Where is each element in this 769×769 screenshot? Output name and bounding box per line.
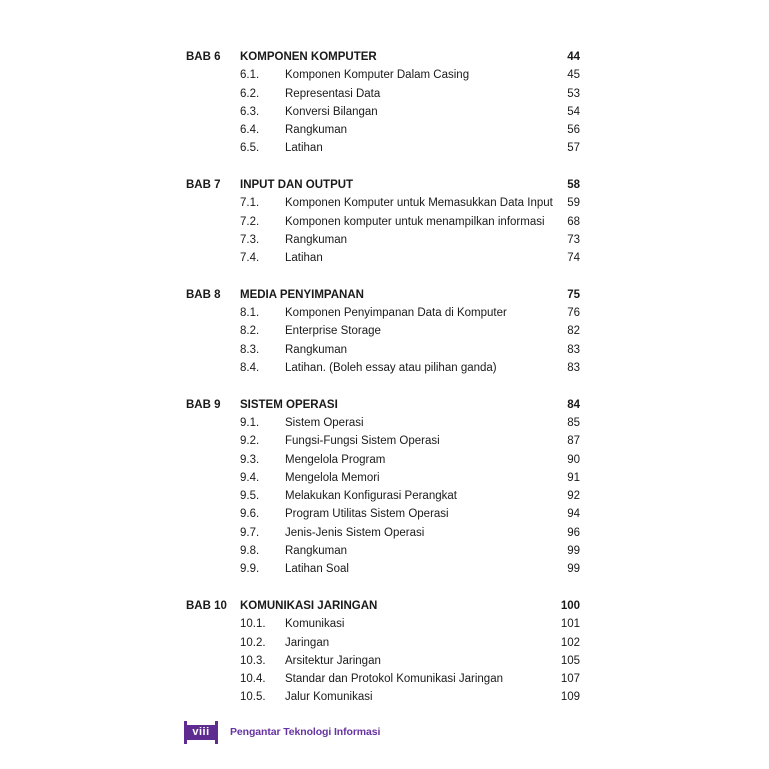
toc-entry-row [186,85,580,103]
entry-indent [186,634,240,652]
footer-book-title: Pengantar Teknologi Informasi [230,726,381,738]
toc-section [186,396,580,579]
entry-indent [186,341,240,359]
toc-section [186,597,580,707]
entry-title: Program Utilitas Sistem Operasi [285,508,449,521]
toc-entry-row [186,652,580,670]
entry-indent [186,249,240,267]
chapter-title: KOMUNIKASI JARINGAN [240,599,378,612]
entry-page-number: 99 [567,563,580,576]
entry-title: Latihan Soal [285,563,349,576]
entry-page-number: 99 [567,545,580,558]
entry-number: 7.3. [240,233,260,246]
toc-chapter-row [186,176,580,194]
toc-entry-row [186,560,580,578]
entry-page-number: 68 [567,215,580,228]
entry-title: Jaringan [285,636,330,649]
entry-indent [186,524,240,542]
chapter-page-number: 44 [567,51,580,63]
entry-number: 7.1. [240,197,260,210]
entry-indent [186,469,240,487]
entry-number: 8.3. [240,343,260,356]
entry-page-number: 102 [560,636,580,649]
toc-entry-row [186,670,580,688]
entry-number: 9.5. [240,490,260,503]
entry-title: Standar dan Protokol Komunikasi Jaringan [285,673,503,686]
entry-number: 8.1. [240,307,260,320]
entry-page-number: 83 [567,343,580,356]
entry-page-number: 73 [567,233,580,246]
entry-page-number: 87 [567,435,580,448]
entry-indent [186,322,240,340]
entry-page-number: 90 [567,453,580,466]
entry-page-number: 101 [560,618,580,631]
toc-entry-row [186,66,580,84]
entry-title: Latihan [285,142,323,155]
entry-number: 6.5. [240,142,260,155]
toc-entry-row [186,688,580,706]
entry-indent [186,505,240,523]
entry-title: Arsitektur Jaringan [285,654,381,667]
toc-entry-row [186,231,580,249]
entry-indent [186,213,240,231]
entry-indent [186,670,240,688]
entry-indent [186,560,240,578]
entry-title: Representasi Data [285,87,381,100]
chapter-page-number: 58 [567,179,580,192]
entry-number: 6.3. [240,105,260,118]
chapter-title: SISTEM OPERASI [240,398,338,411]
entry-page-number: 105 [560,654,580,667]
entry-title: Latihan. (Boleh essay atau pilihan ganda) [285,362,497,375]
entry-title: Mengelola Program [285,453,386,466]
entry-title: Rangkuman [285,124,348,137]
entry-page-number: 74 [567,252,580,265]
entry-number: 6.4. [240,124,260,137]
entry-indent [186,85,240,103]
chapter-label: BAB 9 [186,398,221,411]
entry-indent [186,487,240,505]
entry-indent [186,139,240,157]
entry-number: 9.9. [240,563,260,576]
entry-title: Jalur Komunikasi [285,691,373,704]
page-footer [184,720,380,744]
chapter-title: INPUT DAN OUTPUT [240,179,354,192]
entry-title: Rangkuman [285,545,348,558]
entry-indent [186,542,240,560]
entry-title: Rangkuman [285,233,348,246]
toc-section [186,286,580,377]
entry-number: 9.8. [240,545,260,558]
entry-page-number: 92 [567,490,580,503]
entry-title: Latihan [285,252,323,265]
entry-page-number: 96 [567,526,580,539]
toc-entry-row [186,359,580,377]
toc-section [186,176,580,267]
toc-chapter-row [186,286,580,304]
toc-chapter-row [186,48,580,66]
entry-number: 10.4. [240,673,266,686]
entry-page-number: 107 [560,673,580,686]
chapter-title: MEDIA PENYIMPANAN [240,288,364,301]
chapter-title: KOMPONEN KOMPUTER [240,51,377,63]
entry-indent [186,103,240,121]
entry-number: 9.1. [240,416,260,429]
entry-title: Enterprise Storage [285,325,381,338]
toc-entry-row [186,249,580,267]
toc-entry-row [186,634,580,652]
entry-number: 10.3. [240,654,266,667]
chapter-label: BAB 8 [186,288,221,301]
entry-title: Komunikasi [285,618,345,631]
page-number-badge: viii [184,725,218,740]
entry-title: Komponen Penyimpanan Data di Komputer [285,307,507,320]
entry-indent [186,414,240,432]
entry-indent [186,652,240,670]
entry-indent [186,359,240,377]
toc-entry-row [186,139,580,157]
toc-entry-row [186,505,580,523]
toc-section [186,48,580,158]
entry-title: Konversi Bilangan [285,105,378,118]
chapter-page-number: 84 [567,398,580,411]
entry-indent [186,432,240,450]
entry-indent [186,304,240,322]
entry-page-number: 91 [567,471,580,484]
entry-indent [186,688,240,706]
chapter-page-number: 75 [567,288,580,301]
entry-number: 10.1. [240,618,266,631]
toc-entry-row [186,451,580,469]
toc-entry-row [186,213,580,231]
toc-entry-row [186,304,580,322]
chapter-label: BAB 7 [186,179,221,192]
entry-title: Komponen Komputer untuk Memasukkan Data Input [285,197,553,210]
entry-title: Mengelola Memori [285,471,380,484]
entry-page-number: 83 [567,362,580,375]
entry-page-number: 59 [567,197,580,210]
toc-chapter-row [186,396,580,414]
entry-page-number: 45 [567,69,580,82]
toc-entry-row [186,103,580,121]
toc-entry-row [186,487,580,505]
table-of-contents [186,48,580,725]
chapter-label: BAB 10 [186,599,227,612]
entry-indent [186,121,240,139]
entry-indent [186,451,240,469]
toc-entry-row [186,414,580,432]
entry-title: Fungsi-Fungsi Sistem Operasi [285,435,440,448]
entry-number: 9.3. [240,453,260,466]
entry-page-number: 85 [567,416,580,429]
entry-title: Komponen Komputer Dalam Casing [285,69,470,82]
toc-entry-row [186,341,580,359]
entry-number: 8.4. [240,362,260,375]
entry-indent [186,615,240,633]
chapter-label: BAB 6 [186,51,221,63]
entry-page-number: 94 [567,508,580,521]
toc-entry-row [186,524,580,542]
entry-number: 6.1. [240,69,260,82]
toc-entry-row [186,615,580,633]
entry-indent [186,231,240,249]
entry-title: Melakukan Konfigurasi Perangkat [285,490,457,503]
entry-page-number: 53 [567,87,580,100]
entry-page-number: 82 [567,325,580,338]
entry-title: Jenis-Jenis Sistem Operasi [285,526,425,539]
entry-number: 9.6. [240,508,260,521]
entry-title: Rangkuman [285,343,348,356]
entry-number: 10.2. [240,636,266,649]
toc-entry-row [186,542,580,560]
entry-title: Sistem Operasi [285,416,364,429]
entry-number: 9.7. [240,526,260,539]
entry-indent [186,66,240,84]
toc-entry-row [186,194,580,212]
entry-page-number: 56 [567,124,580,137]
entry-number: 7.4. [240,252,260,265]
entry-page-number: 57 [567,142,580,155]
toc-entry-row [186,322,580,340]
toc-entry-row [186,469,580,487]
entry-page-number: 54 [567,105,580,118]
entry-title: Komponen komputer untuk menampilkan informasi [285,215,545,228]
entry-number: 7.2. [240,215,260,228]
chapter-page-number: 100 [560,599,580,612]
toc-chapter-row [186,597,580,615]
entry-page-number: 76 [567,307,580,320]
entry-indent [186,194,240,212]
entry-number: 9.2. [240,435,260,448]
entry-number: 10.5. [240,691,266,704]
entry-number: 9.4. [240,471,260,484]
toc-entry-row [186,121,580,139]
entry-number: 6.2. [240,87,260,100]
entry-number: 8.2. [240,325,260,338]
entry-page-number: 109 [560,691,580,704]
toc-entry-row [186,432,580,450]
